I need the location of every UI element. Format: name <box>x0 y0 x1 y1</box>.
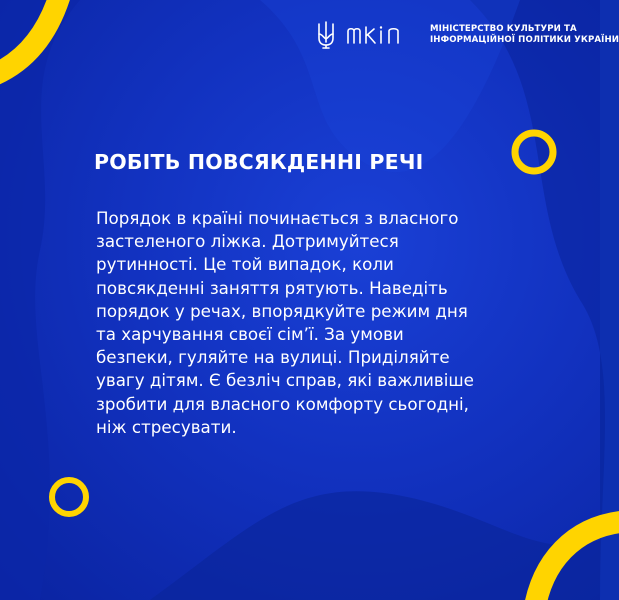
body-line: ніж стресувати. <box>96 416 237 437</box>
body-line: рутинності. Це той випадок, коли <box>96 254 394 275</box>
top-right-ring <box>515 133 553 171</box>
body-line: застеленого ліжка. Дотримуйтеся <box>96 231 399 252</box>
body-text <box>96 207 526 439</box>
body-line: та харчування своєї сім’ї. За умови <box>96 324 404 345</box>
body-line: Порядок в країні починається з власного <box>96 208 459 228</box>
ministry-line-1: МІНІСТЕРСТВО КУЛЬТУРИ ТА <box>430 24 577 34</box>
body-line: зробити для власного комфорту сьогодні, <box>96 393 469 414</box>
top-left-arc <box>0 0 62 80</box>
bottom-right-arc <box>534 522 619 600</box>
ministry-name <box>430 24 619 46</box>
mkip-logo <box>346 23 420 47</box>
body-line: порядок у речах, впорядкуйте режим дня <box>96 300 468 321</box>
body-line: безпеки, гуляйте на вулиці. Приділяйте <box>96 347 450 368</box>
bottom-left-ring <box>52 480 86 514</box>
trident-icon <box>316 20 336 50</box>
body-line: увагу дітям. Є безліч справ, які важливіше <box>96 370 474 391</box>
card-title: РОБІТЬ ПОВСЯКДЕННІ РЕЧІ <box>94 150 424 174</box>
ministry-line-2: ІНФОРМАЦІЙНОЇ ПОЛІТИКИ УКРАЇНИ <box>430 35 619 45</box>
ministry-header <box>316 20 619 50</box>
body-line: повсякденні заняття рятують. Наведіть <box>96 277 448 298</box>
